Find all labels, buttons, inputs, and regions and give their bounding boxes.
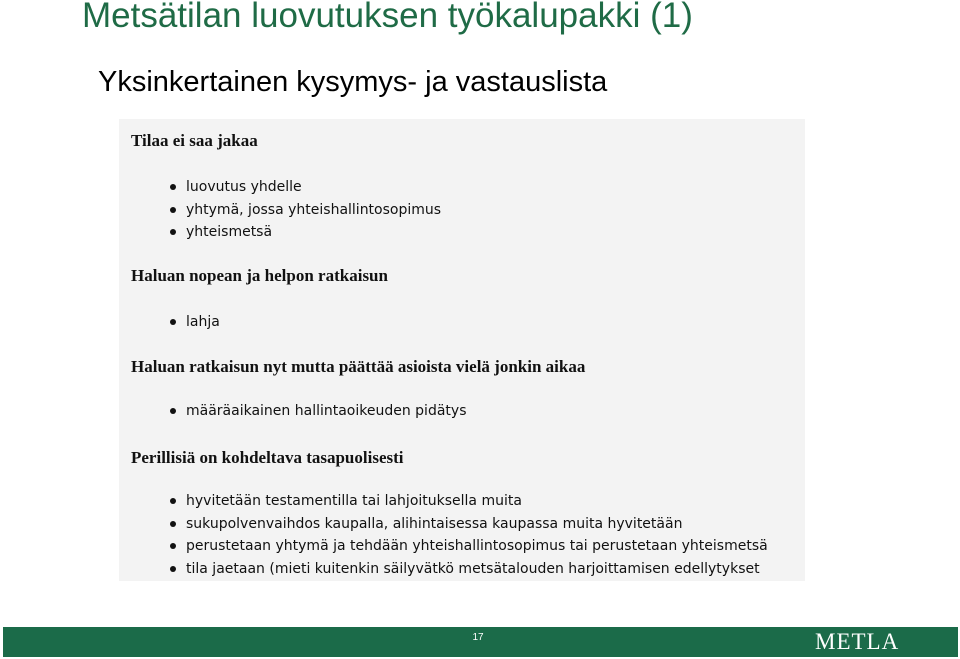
page-number: 17 [472, 632, 484, 643]
list-item: perustetaan yhtymä ja tehdään yhteishallintosopimus tai perustetaan yhteismetsä [119, 535, 768, 558]
list-item: yhtymä, jossa yhteishallintosopimus [119, 199, 441, 222]
list-item: lahja [119, 311, 220, 334]
section-heading-equal-heirs: Perillisiä on kohdeltava tasapuolisesti [131, 448, 404, 467]
footer-bar [3, 627, 958, 657]
slide-title: Metsätilan luovutuksen työkalupakki (1) [82, 0, 693, 35]
option-list-equal-heirs [119, 490, 768, 580]
section-heading-decide-later: Haluan ratkaisun nyt mutta päättää asioista vielä jonkin aikaa [131, 357, 586, 376]
list-item: tila jaetaan (mieti kuitenkin säilyvätkö metsätalouden harjoittamisen edellytykset [119, 558, 768, 581]
option-list-no-split [119, 176, 441, 244]
metla-logo: METLA [815, 629, 900, 654]
section-heading-no-split: Tilaa ei saa jakaa [131, 131, 258, 150]
list-item: yhteismetsä [119, 221, 441, 244]
list-item: määräaikainen hallintaoikeuden pidätys [119, 400, 467, 423]
qa-list-screenshot [119, 119, 805, 581]
list-item: hyvitetään testamentilla tai lahjoituksella muita [119, 490, 768, 513]
list-item: sukupolvenvaihdos kaupalla, alihintaisessa kaupassa muita hyvitetään [119, 513, 768, 536]
option-list-quick-solution [119, 311, 220, 334]
option-list-decide-later [119, 400, 467, 423]
list-item: luovutus yhdelle [119, 176, 441, 199]
section-heading-quick-solution: Haluan nopean ja helpon ratkaisun [131, 266, 388, 285]
slide-subtitle: Yksinkertainen kysymys- ja vastauslista [98, 66, 608, 98]
